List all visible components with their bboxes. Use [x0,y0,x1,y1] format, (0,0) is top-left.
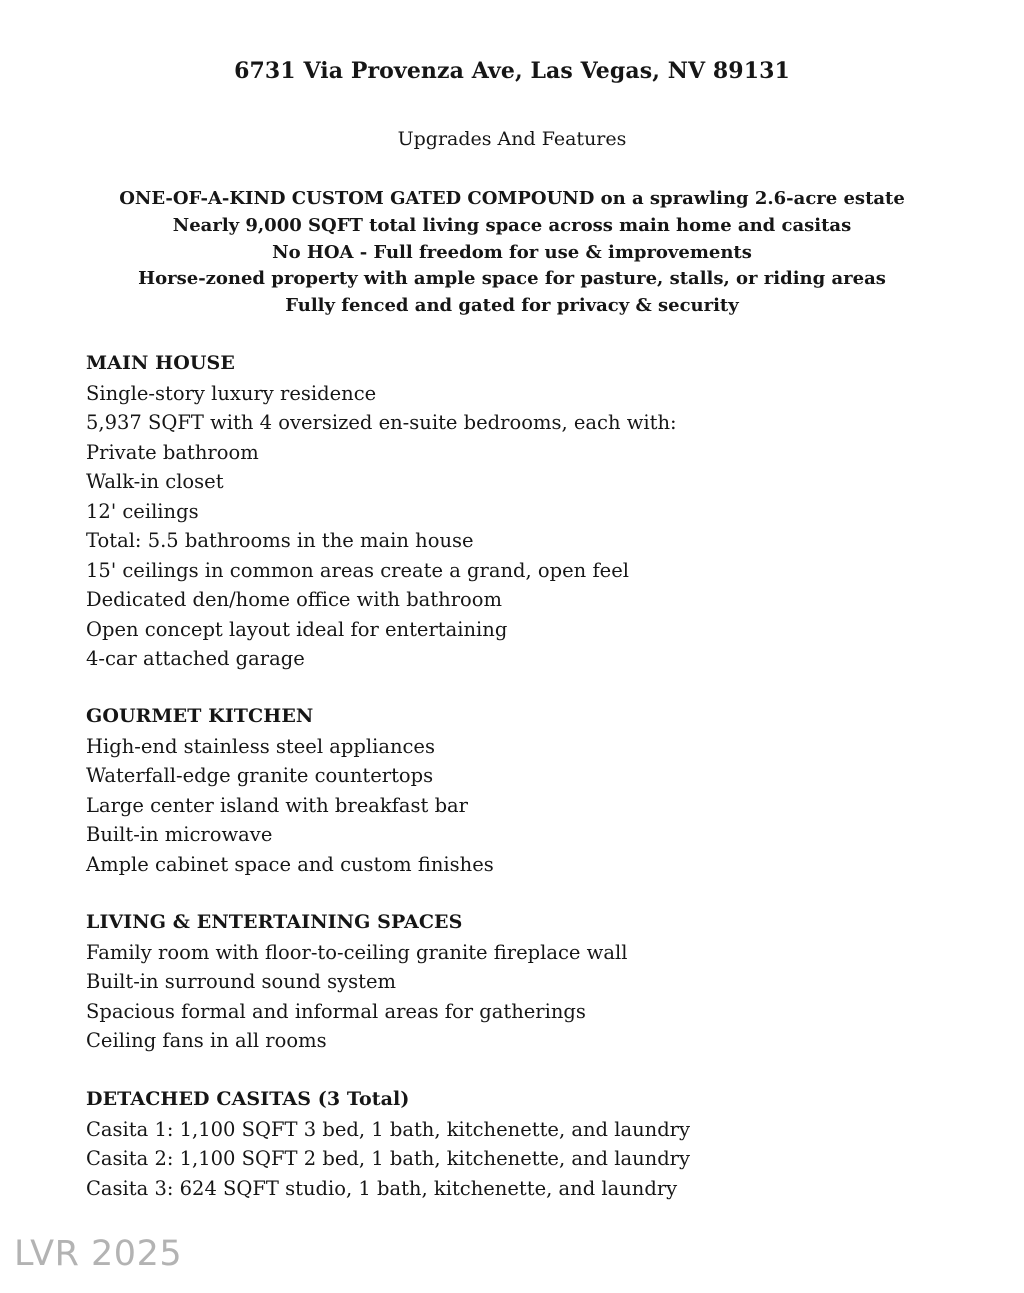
document-title: 6731 Via Provenza Ave, Las Vegas, NV 89131 [234,58,790,84]
list-item: Private bathroom [86,440,259,464]
list-item: 15' ceilings in common areas create a grand, open feel [86,558,629,582]
list-item: Spacious formal and informal areas for gatherings [86,999,586,1023]
list-item: Casita 2: 1,100 SQFT 2 bed, 1 bath, kitchenette, and laundry [86,1147,691,1170]
list-item: Casita 1: 1,100 SQFT 3 bed, 1 bath, kitchenette, and laundry [86,1117,691,1141]
gourmet-kitchen-section [86,702,986,879]
highlight-line: Fully fenced and gated for privacy & security [285,295,739,317]
section-heading: GOURMET KITCHEN [86,705,314,727]
section-heading: LIVING & ENTERTAINING SPACES [86,911,463,933]
highlight-line: ONE-OF-A-KIND CUSTOM GATED COMPOUND on a sprawling 2.6-acre estate [119,188,905,209]
list-item: High-end stainless steel appliances [86,734,435,758]
list-item: Dedicated den/home office with bathroom [86,588,502,611]
list-item: Open concept layout ideal for entertaining [86,617,508,641]
list-item: Built-in surround sound system [86,970,396,993]
list-item: Ceiling fans in all rooms [86,1029,327,1052]
highlight-line: No HOA - Full freedom for use & improvements [272,241,752,263]
list-item: Built-in microwave [86,823,273,846]
list-item: Large center island with breakfast bar [86,793,469,817]
list-item: Waterfall-edge granite countertops [86,764,434,787]
highlight-line: Horse-zoned property with ample space for pasture, stalls, or riding areas [138,268,886,290]
highlights-block [0,186,1024,320]
list-item: 5,937 SQFT with 4 oversized en-suite bedrooms, each with: [86,411,677,434]
list-item: Family room with floor-to-ceiling granite fireplace wall [86,940,628,964]
list-item: Ample cabinet space and custom finishes [86,852,494,876]
list-item: Walk-in closet [86,470,224,493]
living-spaces-section [86,908,986,1056]
highlight-line: Nearly 9,000 SQFT total living space across main home and casitas [172,214,852,236]
section-heading: DETACHED CASITAS (3 Total) [86,1088,410,1110]
list-item: Single-story luxury residence [86,381,377,405]
list-item: Total: 5.5 bathrooms in the main house [86,529,474,552]
list-item: 4-car attached garage [86,647,305,670]
detached-casitas-section [86,1085,986,1203]
list-item: Casita 3: 624 SQFT studio, 1 bath, kitchenette, and laundry [86,1176,678,1200]
section-heading: MAIN HOUSE [86,352,235,374]
list-item: 12' ceilings [86,499,199,523]
document-subtitle: Upgrades And Features [397,128,627,150]
watermark: LVR 2025 [14,1234,183,1274]
main-house-section [86,349,986,674]
